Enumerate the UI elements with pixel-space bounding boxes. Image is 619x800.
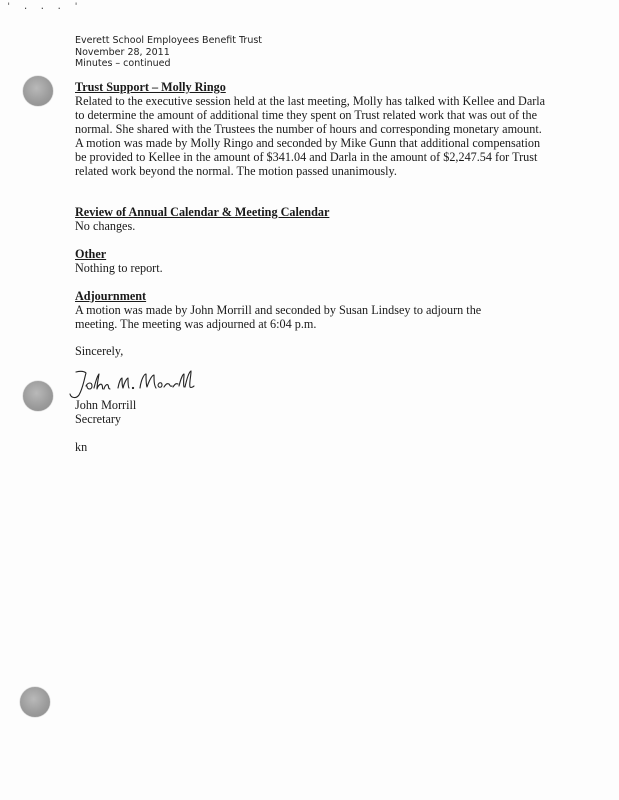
body-calendar: No changes. (75, 219, 136, 233)
section-trust-support (75, 80, 550, 178)
closing-title: Secretary (75, 412, 122, 426)
body-trust-support: Related to the executive session held at the last meeting, Molly has talked with Kellee and Darla to determine the amount of additional time they spent on Trust related work that was out of the normal. She shared with the Trustees the number of hours and corresponding monetary amount. A motion was made by Molly Ringo and seconded by Mike Gunn that additional compensation be provided to Kellee in the amount of $341.04 and Darla in the amount of $2,247.54 for Trust related work beyond the normal. The motion passed unanimously. (75, 94, 546, 178)
body-adjournment: A motion was made by John Morrill and seconded by Susan Lindsey to adjourn the meeting. The meeting was adjourned at 6:04 p.m. (75, 303, 482, 331)
closing-salutation: Sincerely, (75, 344, 124, 358)
signature (66, 366, 196, 402)
heading-calendar: Review of Annual Calendar & Meeting Calendar (75, 205, 330, 219)
header-org: Everett School Employees Benefit Trust (75, 35, 263, 46)
punch-hole-top (23, 76, 53, 106)
section-adjournment (75, 289, 550, 331)
punch-hole-middle (23, 381, 53, 411)
punch-hole-bottom (20, 687, 50, 717)
body-other: Nothing to report. (75, 261, 163, 275)
header-subtitle: Minutes – continued (75, 58, 171, 69)
scan-marks: ' . . . ' (6, 2, 82, 12)
heading-adjournment: Adjournment (75, 289, 147, 303)
heading-trust-support: Trust Support – Molly Ringo (75, 80, 226, 94)
heading-other: Other (75, 247, 107, 261)
document-header (75, 35, 262, 70)
section-calendar (75, 205, 550, 233)
header-date: November 28, 2011 (75, 46, 170, 58)
section-other (75, 247, 550, 275)
closing-name: John Morrill (75, 398, 137, 412)
closing-initials: kn (75, 440, 88, 454)
